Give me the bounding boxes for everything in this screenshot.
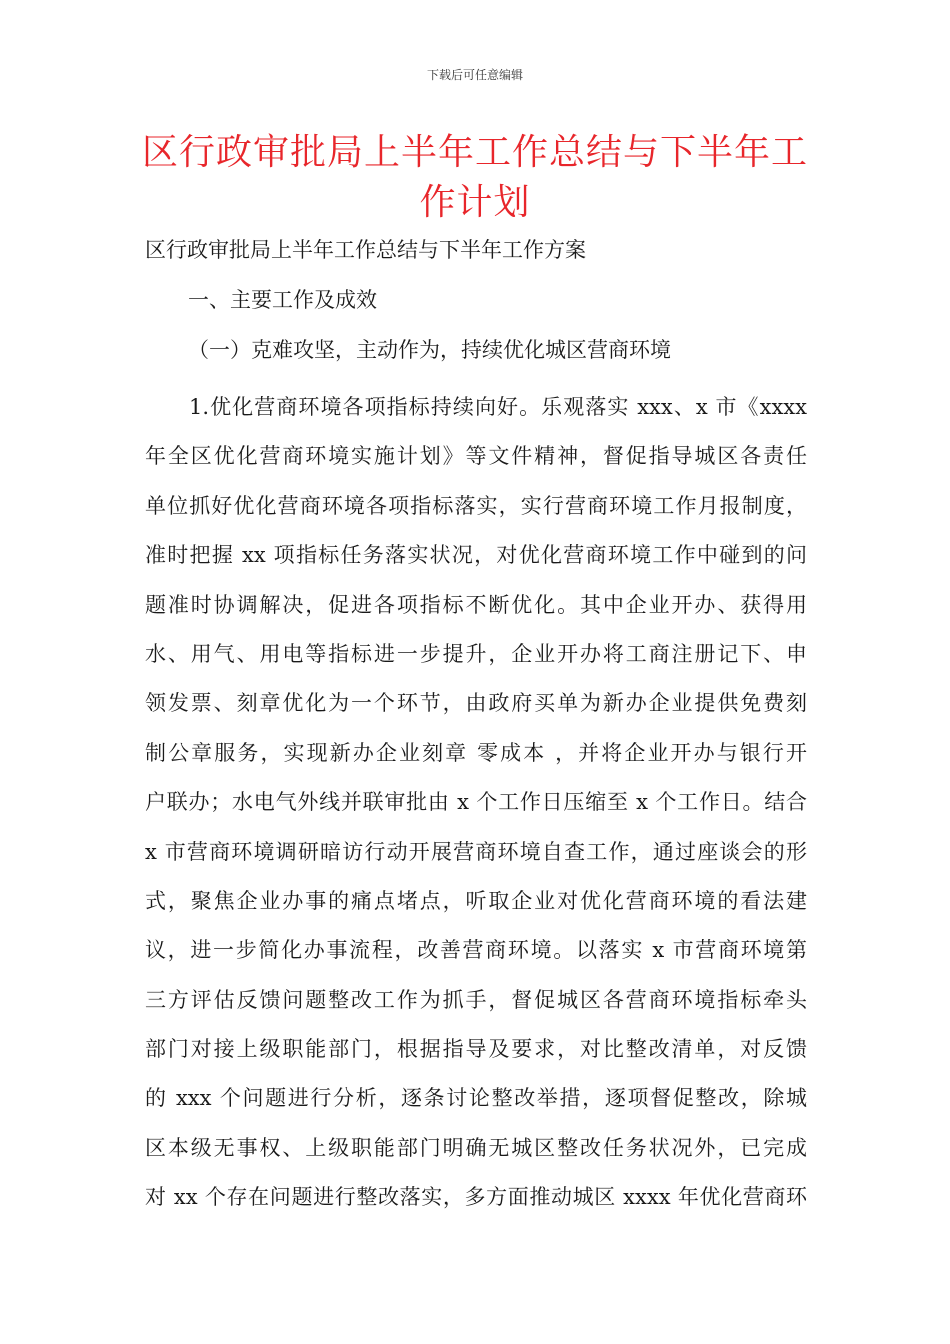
- paragraph-line: 户联办；水电气外线并联审批由 x 个工作日压缩至 x 个工作日。结合: [145, 790, 807, 815]
- paragraph-line: 对 xx 个存在问题进行整改落实，多方面推动城区 xxxx 年优化营商环: [145, 1185, 807, 1210]
- paragraph-line: 1.优化营商环境各项指标持续向好。乐观落实 xxx、x 市《xxxx: [189, 395, 807, 419]
- paragraph-line: 领发票、刻章优化为一个环节，由政府买单为新办企业提供免费刻: [145, 691, 807, 716]
- section-heading-1-1: （一）克难攻坚，主动作为，持续优化城区营商环境: [188, 338, 671, 362]
- body-paragraph: [145, 383, 807, 1223]
- paragraph-line: 单位抓好优化营商环境各项指标落实，实行营商环境工作月报制度，: [145, 493, 807, 518]
- paragraph-line: 议，进一步简化办事流程，改善营商环境。以落实 x 市营商环境第: [145, 938, 807, 963]
- paragraph-line: 水、用气、用电等指标进一步提升，企业开办将工商注册记下、申: [145, 641, 807, 666]
- header-note: 下载后可任意编辑: [426, 68, 523, 82]
- paragraph-line: 题准时协调解决，促进各项指标不断优化。其中企业开办、获得用: [145, 592, 807, 617]
- paragraph-line: 区本级无事权、上级职能部门明确无城区整改任务状况外，已完成: [145, 1135, 807, 1160]
- paragraph-line: x 市营商环境调研暗访行动开展营商环境自查工作，通过座谈会的形: [145, 839, 807, 864]
- paragraph-line: 制公章服务，实现新办企业刻章 零成本 ，并将企业开办与银行开: [145, 740, 807, 765]
- document-subtitle: 区行政审批局上半年工作总结与下半年工作方案: [145, 238, 586, 262]
- paragraph-line: 年全区优化营商环境实施计划》等文件精神，督促指导城区各责任: [145, 444, 807, 469]
- paragraph-line: 三方评估反馈问题整改工作为抓手，督促城区各营商环境指标牵头: [145, 987, 807, 1012]
- paragraph-line: 准时把握 xx 项指标任务落实状况，对优化营商环境工作中碰到的问: [145, 543, 807, 568]
- section-heading-1: 一、主要工作及成效: [188, 288, 377, 312]
- paragraph-line: 式，聚焦企业办事的痛点堵点，听取企业对优化营商环境的看法建: [145, 888, 807, 913]
- paragraph-line: 的 xxx 个问题进行分析，逐条讨论整改举措，逐项督促整改，除城: [145, 1086, 807, 1111]
- paragraph-line: 部门对接上级职能部门，根据指导及要求，对比整改清单，对反馈: [145, 1037, 807, 1062]
- document-title: 区行政审批局上半年工作总结与下半年工作计划: [141, 132, 808, 223]
